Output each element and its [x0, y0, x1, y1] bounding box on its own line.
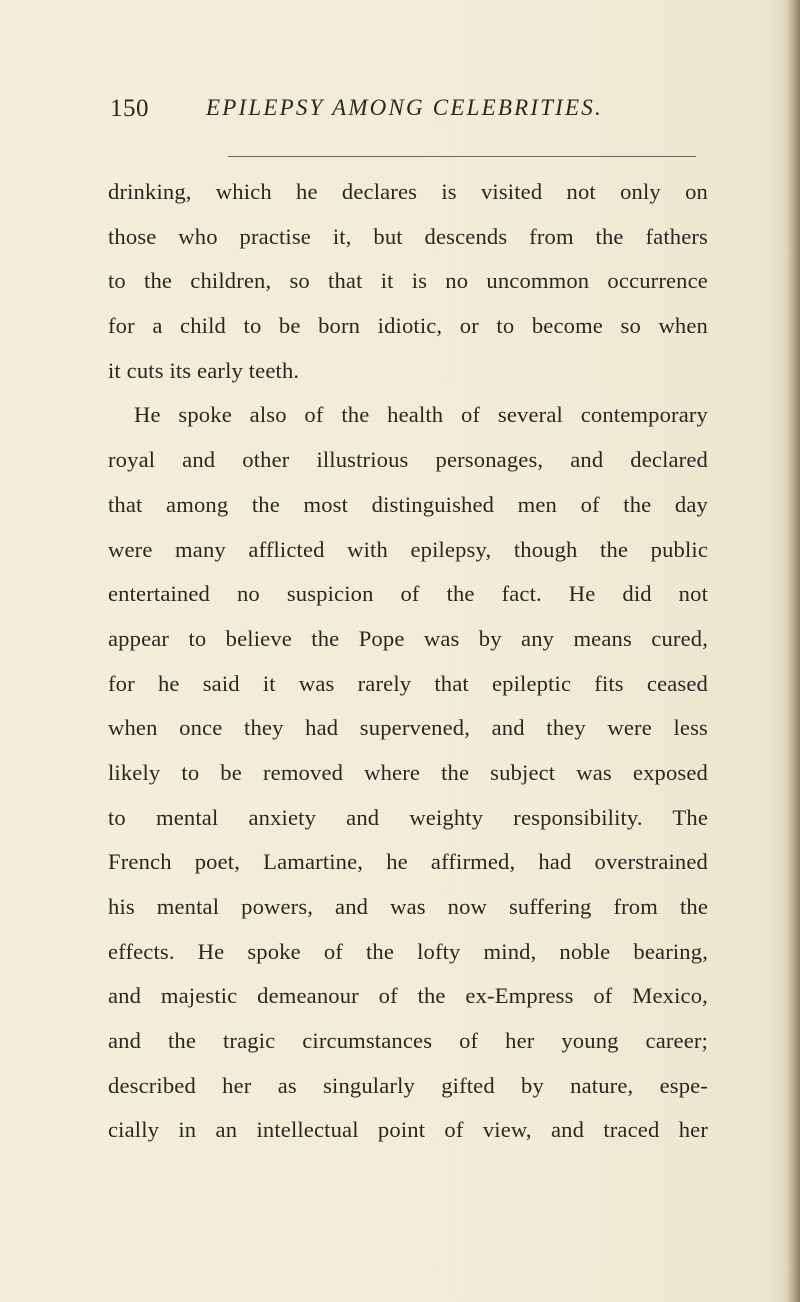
text-line: described her as singularly gifted by nature, espe- — [108, 1072, 708, 1098]
text-line: and majestic demeanour of the ex-Empress of Mexico, — [108, 983, 708, 1009]
text-line: that among the most distinguished men of the day — [108, 491, 708, 517]
text-line: to the children, so that it is no uncommon occurrence — [108, 268, 708, 294]
text-line-paragraph-end: it cuts its early teeth. — [108, 357, 300, 383]
page-edge-shadow — [786, 0, 800, 1302]
body-text — [108, 170, 708, 1153]
text-line-paragraph-start: He spoke also of the health of several contemporary — [134, 402, 708, 428]
text-line: likely to be removed where the subject was exposed — [108, 759, 708, 785]
text-line: were many afflicted with epilepsy, though the public — [108, 536, 708, 562]
text-line: entertained no suspicion of the fact. He did not — [108, 581, 708, 607]
text-line: for a child to be born idiotic, or to become so when — [108, 313, 708, 339]
text-line: his mental powers, and was now suffering from the — [108, 894, 708, 919]
header-rule — [228, 156, 696, 157]
text-line: and the tragic circumstances of her young career; — [108, 1028, 708, 1054]
page-number: 150 — [110, 95, 149, 122]
text-line: cially in an intellectual point of view, and traced her — [108, 1117, 708, 1143]
text-line: effects. He spoke of the lofty mind, noble bearing, — [108, 938, 708, 964]
text-line: to mental anxiety and weighty responsibility. The — [108, 804, 708, 830]
text-line: drinking, which he declares is visited not only on — [108, 179, 708, 204]
text-line: those who practise it, but descends from the fathers — [108, 223, 708, 249]
text-line: French poet, Lamartine, he affirmed, had overstrained — [108, 849, 708, 875]
text-line: when once they had supervened, and they were less — [108, 715, 708, 741]
running-title: EPILEPSY AMONG CELEBRITIES. — [206, 95, 603, 120]
text-line: for he said it was rarely that epileptic fits ceased — [108, 670, 708, 696]
text-line: royal and other illustrious personages, and declared — [108, 447, 708, 473]
text-line: appear to believe the Pope was by any means cured, — [108, 625, 708, 651]
page-header — [0, 95, 800, 135]
